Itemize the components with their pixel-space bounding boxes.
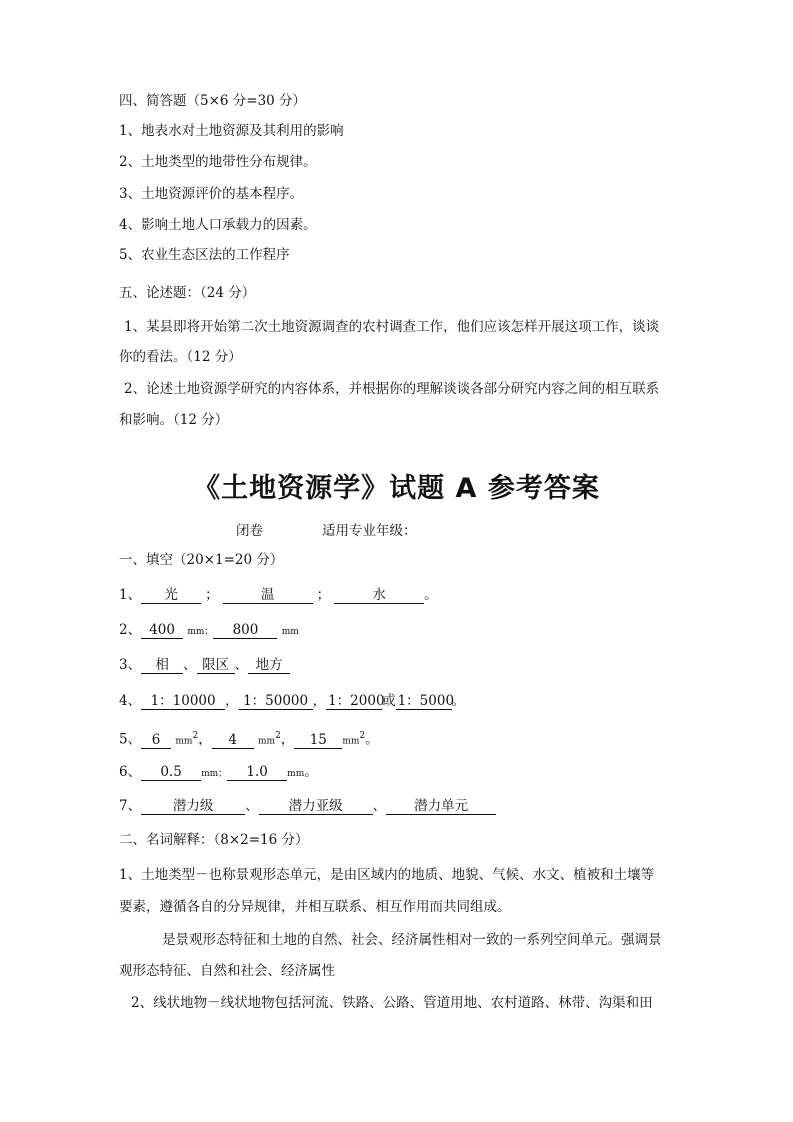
unit: mm (342, 736, 360, 747)
essay-question-1-line-2: 你的看法。（12 分） (119, 349, 242, 365)
blank-value: 0.5 (141, 765, 201, 781)
blank-value: 1：2000 (328, 693, 385, 709)
unit: mm； (201, 769, 228, 779)
question-item: 4、影响土地人口承载力的因素。 (119, 217, 317, 233)
unit: mm (281, 627, 299, 637)
unit: mm； (187, 627, 214, 637)
question-item: 2、土地类型的地带性分布规律。 (119, 154, 317, 170)
blank-value: 15 (294, 733, 342, 749)
answer-title: 《土地资源学》试题 A 参考答案 (193, 473, 600, 504)
blank-value: 400 (141, 623, 183, 639)
answer-number: 7、 (119, 798, 142, 814)
blank-value: 光 (141, 588, 201, 604)
essay-question-2-line-1: 2、论述土地资源学研究的内容体系，并根据你的理解谈谈各部分研究内容之间的相互联系 (124, 381, 660, 397)
question-item: 1、地表水对土地资源及其利用的影响 (119, 123, 344, 139)
fill-answer-5: 5、 6 $mm^2$， 4 $mm^2$， 15 $mm^2$。 (119, 731, 379, 748)
blank-value: 1：5000 (397, 693, 455, 709)
fill-answer-6 (119, 763, 318, 783)
fill-answer-7: 7、 潜力级 、 潜力亚级 、 潜力单元 (119, 797, 496, 815)
term-1-line-2: 要素，遵循各自的分异规律，并相互联系、相互作用而共同组成。 (119, 899, 511, 915)
question-item: 3、土地资源评价的基本程序。 (119, 186, 304, 202)
or-text: 或 (382, 693, 396, 709)
blank-value: 1.0 (227, 765, 287, 781)
blank-value: 水 (334, 588, 424, 604)
answer-number: 3、 (119, 657, 142, 673)
blank-value: 潜力单元 (386, 799, 496, 815)
answer-number: 2、 (119, 622, 142, 638)
unit: mm (258, 736, 276, 747)
blank-value: 限区 (197, 658, 235, 674)
blank-value: 4 (212, 733, 254, 749)
term-1-line-3: 是景观形态特征和土地的自然、社会、经济属性相对一致的一系列空间单元。强调景 (162, 932, 662, 948)
answer-number: 4、 (119, 693, 142, 709)
question-item: 5、农业生态区法的工作程序 (119, 247, 290, 263)
blank-value: 1：10000 (141, 694, 225, 710)
blank-value: 温 (223, 588, 313, 604)
blank-value: 潜力亚级 (259, 799, 373, 815)
fill-answer-2 (119, 621, 299, 641)
essay-question-1-line-1: 1、某县即将开始第二次土地资源调查的农村调查工作，他们应该怎样开展这项工作，谈谈 (124, 319, 660, 335)
term-1-line-4: 观形态特征、自然和社会、经济属性 (119, 963, 335, 979)
blank-value: 地方 (248, 658, 290, 674)
term-2-line-1: 2、线状地物－线状地物包括河流、铁路、公路、管道用地、农村道路、林带、沟渠和田 (131, 995, 653, 1011)
line-end: 。 (424, 587, 438, 603)
line-end: 。 (451, 693, 466, 709)
section-4-heading: 四、简答题（5×6 分=30 分） (119, 93, 307, 109)
fill-answer-1: 1、 光 ； 温 ； 水 。 (119, 587, 438, 603)
fill-answer-3: 3、 相 、 限区 、 地方 (119, 656, 290, 674)
answer-number: 5、 (119, 731, 142, 748)
essay-question-2-line-2: 和影响。（12 分） (119, 412, 229, 428)
unit: mm (175, 736, 193, 747)
major-label: 适用专业年级： (322, 523, 417, 539)
line-end: 。 (365, 731, 379, 748)
term-1-line-1: 1、土地类型－也称景观形态单元，是由区域内的地质、地貌、气候、水文、植被和土壤等 (119, 867, 655, 883)
answer-number: 1、 (119, 587, 142, 603)
section-5-heading: 五、论述题：（24 分） (119, 285, 256, 301)
fill-answer-4: 4、 1：10000 ， 1：50000 ， 1：2000或 1：5000。 (119, 693, 466, 709)
answer-number: 6、 (119, 764, 142, 780)
blank-value: 1：50000 (239, 694, 313, 710)
blank-value: 相 (141, 658, 183, 674)
fill-heading: 一、填空（20×1=20 分） (119, 552, 284, 568)
unit: mm (287, 769, 305, 779)
blank-value: 800 (213, 623, 277, 639)
exam-type: 闭卷 (236, 523, 263, 539)
blank-value: 6 (141, 733, 171, 749)
blank-value: 潜力级 (141, 799, 245, 815)
terms-heading: 二、名词解释：（8×2=16 分） (119, 832, 309, 848)
line-end: 。 (304, 764, 318, 780)
